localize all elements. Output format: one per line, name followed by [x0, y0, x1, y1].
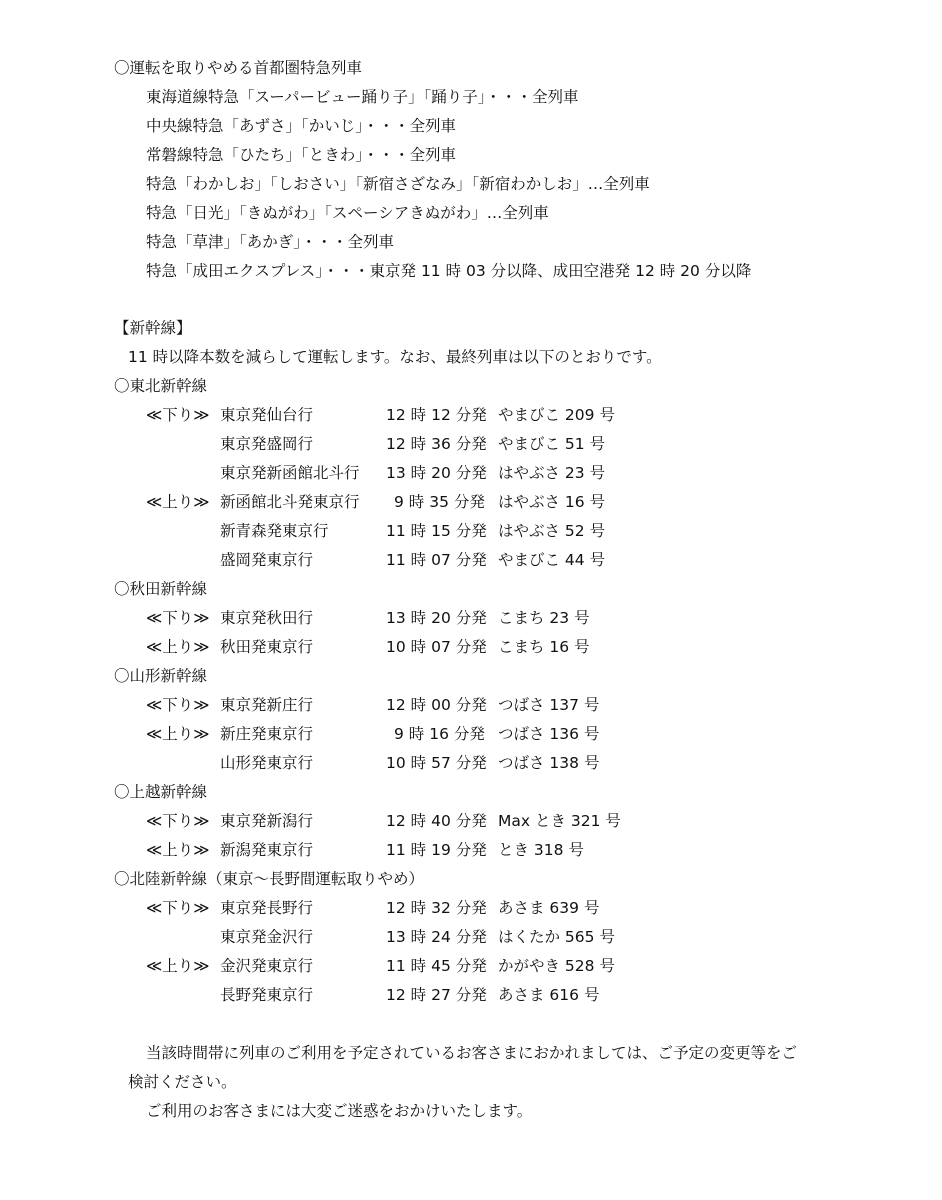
- train-name: はやぶさ 16 号: [498, 493, 606, 511]
- direction-label: ≪上り≫: [146, 638, 210, 656]
- departure-time: 11 時 07 分発: [386, 551, 487, 569]
- route-label: 東京発金沢行: [220, 928, 314, 946]
- express-heading: 〇運転を取りやめる首都圏特急列車: [114, 59, 363, 77]
- route-label: 新青森発東京行: [220, 522, 329, 540]
- route-label: 新庄発東京行: [220, 725, 314, 743]
- departure-time: 13 時 20 分発: [386, 609, 487, 627]
- route-label: 秋田発東京行: [220, 638, 314, 656]
- train-name: Max とき 321 号: [498, 812, 621, 830]
- route-label: 新函館北斗発東京行: [220, 493, 360, 511]
- route-label: 金沢発東京行: [220, 957, 314, 975]
- direction-label: ≪上り≫: [146, 725, 210, 743]
- departure-time: 12 時 00 分発: [386, 696, 487, 714]
- express-item: 常磐線特急「ひたち」「ときわ」・・・全列車: [146, 146, 457, 164]
- train-name: やまびこ 44 号: [498, 551, 606, 569]
- route-label: 東京発仙台行: [220, 406, 314, 424]
- train-name: つばさ 138 号: [498, 754, 600, 772]
- departure-time: 12 時 12 分発: [386, 406, 487, 424]
- departure-time: 11 時 19 分発: [386, 841, 487, 859]
- departure-time: 9 時 35 分発: [394, 493, 485, 511]
- direction-label: ≪下り≫: [146, 609, 210, 627]
- direction-label: ≪下り≫: [146, 899, 210, 917]
- line-name-akita: 〇秋田新幹線: [114, 580, 208, 598]
- departure-time: 10 時 07 分発: [386, 638, 487, 656]
- route-label: 東京発盛岡行: [220, 435, 314, 453]
- departure-time: 13 時 20 分発: [386, 464, 487, 482]
- express-item: 特急「日光」「きぬがわ」「スペーシアきぬがわ」…全列車: [146, 204, 549, 222]
- train-name: かがやき 528 号: [498, 957, 615, 975]
- route-label: 長野発東京行: [220, 986, 314, 1004]
- shinkansen-heading: 【新幹線】: [114, 319, 192, 337]
- departure-time: 12 時 36 分発: [386, 435, 487, 453]
- departure-time: 9 時 16 分発: [394, 725, 485, 743]
- direction-label: ≪上り≫: [146, 841, 210, 859]
- route-label: 東京発新庄行: [220, 696, 314, 714]
- route-label: 東京発秋田行: [220, 609, 314, 627]
- route-label: 東京発新潟行: [220, 812, 314, 830]
- route-label: 盛岡発東京行: [220, 551, 314, 569]
- line-name-yamagata: 〇山形新幹線: [114, 667, 208, 685]
- train-name: あさま 616 号: [498, 986, 600, 1004]
- departure-time: 12 時 40 分発: [386, 812, 487, 830]
- direction-label: ≪下り≫: [146, 696, 210, 714]
- train-name: やまびこ 51 号: [498, 435, 606, 453]
- train-name: とき 318 号: [498, 841, 584, 859]
- train-name: あさま 639 号: [498, 899, 600, 917]
- line-name-tohoku: 〇東北新幹線: [114, 377, 208, 395]
- direction-label: ≪上り≫: [146, 957, 210, 975]
- train-name: はくたか 565 号: [498, 928, 615, 946]
- closing-paragraph-line: 検討ください。: [128, 1073, 237, 1091]
- train-name: つばさ 137 号: [498, 696, 600, 714]
- express-item: 特急「草津」「あかぎ」・・・全列車: [146, 233, 395, 251]
- shinkansen-intro: 11 時以降本数を減らして運転します。なお、最終列車は以下のとおりです。: [128, 348, 662, 366]
- departure-time: 12 時 32 分発: [386, 899, 487, 917]
- express-item: 特急「わかしお」「しおさい」「新宿さざなみ」「新宿わかしお」…全列車: [146, 175, 650, 193]
- direction-label: ≪上り≫: [146, 493, 210, 511]
- departure-time: 13 時 24 分発: [386, 928, 487, 946]
- route-label: 東京発新函館北斗行: [220, 464, 360, 482]
- departure-time: 11 時 15 分発: [386, 522, 487, 540]
- train-name: やまびこ 209 号: [498, 406, 615, 424]
- route-label: 新潟発東京行: [220, 841, 314, 859]
- train-name: こまち 16 号: [498, 638, 590, 656]
- line-name-hokuriku: 〇北陸新幹線（東京～長野間運転取りやめ）: [114, 870, 425, 888]
- closing-apology: ご利用のお客さまには大変ご迷惑をおかけいたします。: [146, 1102, 533, 1120]
- train-name: こまち 23 号: [498, 609, 590, 627]
- closing-paragraph-line: 当該時間帯に列車のご利用を予定されているお客さまにおかれましては、ご予定の変更等をご: [146, 1044, 798, 1062]
- train-name: つばさ 136 号: [498, 725, 600, 743]
- express-item: 東海道線特急「スーパービュー踊り子」「踊り子」・・・全列車: [146, 88, 579, 106]
- route-label: 東京発長野行: [220, 899, 314, 917]
- direction-label: ≪下り≫: [146, 406, 210, 424]
- route-label: 山形発東京行: [220, 754, 314, 772]
- direction-label: ≪下り≫: [146, 812, 210, 830]
- departure-time: 12 時 27 分発: [386, 986, 487, 1004]
- line-name-joetsu: 〇上越新幹線: [114, 783, 208, 801]
- express-item: 中央線特急「あずさ」「かいじ」・・・全列車: [146, 117, 457, 135]
- train-name: はやぶさ 23 号: [498, 464, 606, 482]
- departure-time: 10 時 57 分発: [386, 754, 487, 772]
- express-item: 特急「成田エクスプレス」・・・東京発 11 時 03 分以降、成田空港発 12 時 20 分以降: [146, 262, 752, 280]
- train-name: はやぶさ 52 号: [498, 522, 606, 540]
- departure-time: 11 時 45 分発: [386, 957, 487, 975]
